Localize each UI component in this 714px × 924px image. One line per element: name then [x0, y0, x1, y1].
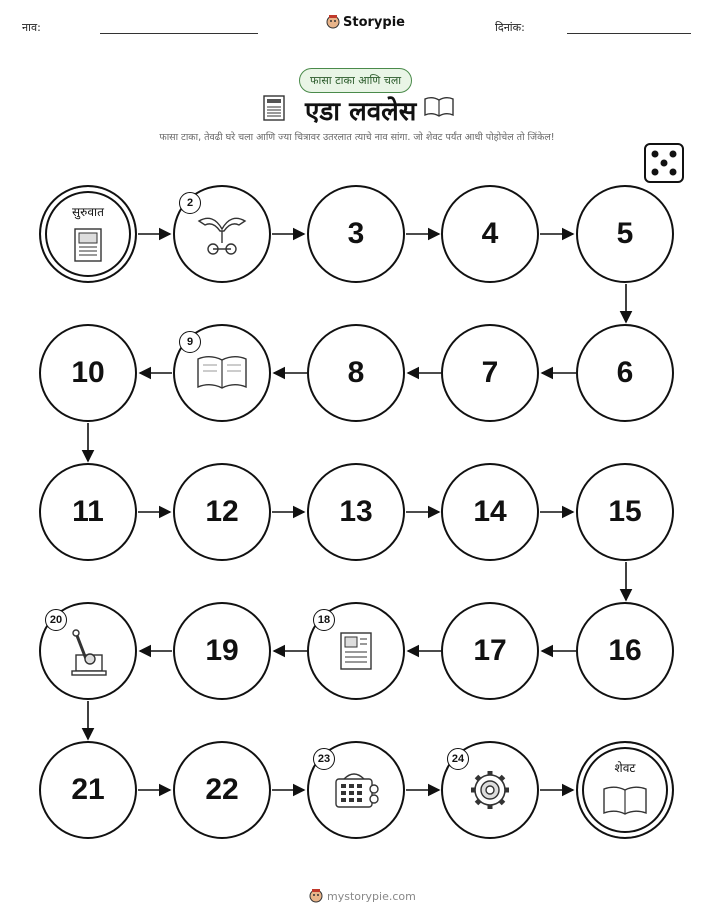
space-number: 4: [481, 217, 499, 250]
space-4[interactable]: [441, 185, 539, 283]
page-title: एडा लवलेस: [305, 97, 417, 127]
space-number: 6: [616, 356, 634, 389]
space-end[interactable]: [576, 741, 674, 839]
space-17[interactable]: [441, 602, 539, 700]
gear-icon: [467, 767, 513, 813]
space-10[interactable]: [39, 324, 137, 422]
book-icon: [195, 353, 249, 393]
end-label: शेवट: [614, 761, 636, 775]
space-number: 3: [347, 217, 365, 250]
space-11[interactable]: [39, 463, 137, 561]
space-number: 5: [616, 217, 634, 250]
space-number: 21: [71, 773, 105, 806]
space-5[interactable]: [576, 185, 674, 283]
book-icon: [602, 784, 648, 818]
space-number: 12: [205, 495, 239, 528]
space-number: 15: [608, 495, 642, 528]
instructions: फासा टाका, तेवढी घरे चला आणि ज्या चित्रावर उतरलात त्याचे नाव सांगा. जो शेवट पर्यंत आधी पोहोचेल तो जिंकेल!: [159, 132, 555, 143]
space-number: 7: [481, 356, 499, 389]
space-7[interactable]: [441, 324, 539, 422]
space-number: 19: [205, 634, 239, 667]
space-24-badge: 24: [447, 748, 469, 770]
space-21[interactable]: [39, 741, 137, 839]
space-6[interactable]: [576, 324, 674, 422]
brand-name: Storypie: [343, 14, 405, 30]
space-number: 8: [347, 356, 365, 389]
space-14[interactable]: [441, 463, 539, 561]
mascot-icon: [309, 888, 323, 904]
newspaper-icon: [73, 227, 103, 263]
space-number: 13: [339, 495, 373, 528]
space-number: 16: [608, 634, 642, 667]
space-22[interactable]: [173, 741, 271, 839]
space-19[interactable]: [173, 602, 271, 700]
flying-machine-icon: [193, 211, 251, 257]
space-number: 10: [71, 356, 105, 389]
space-3[interactable]: [307, 185, 405, 283]
space-23-badge: 23: [313, 748, 335, 770]
space-number: 11: [72, 495, 104, 528]
space-number: 17: [473, 634, 507, 667]
footer-url[interactable]: mystorypie.com: [327, 889, 416, 903]
start-label: सुरुवात: [72, 205, 104, 219]
space-13[interactable]: [307, 463, 405, 561]
lever-icon: [68, 625, 108, 677]
calculating-machine-icon: [332, 769, 380, 811]
space-9-badge: 9: [179, 331, 201, 353]
name-label: नाव:: [22, 21, 41, 34]
space-number: 22: [205, 773, 239, 806]
space-2-badge: 2: [179, 192, 201, 214]
space-number: 14: [473, 495, 507, 528]
space-20-badge: 20: [45, 609, 67, 631]
space-18-badge: 18: [313, 609, 335, 631]
space-start[interactable]: [39, 185, 137, 283]
footer: [309, 888, 416, 904]
space-16[interactable]: [576, 602, 674, 700]
subtitle-pill: फासा टाका आणि चला: [299, 68, 412, 93]
space-15[interactable]: [576, 463, 674, 561]
newspaper-icon: [339, 631, 373, 671]
space-12[interactable]: [173, 463, 271, 561]
space-8[interactable]: [307, 324, 405, 422]
date-label: दिनांक:: [495, 21, 525, 34]
